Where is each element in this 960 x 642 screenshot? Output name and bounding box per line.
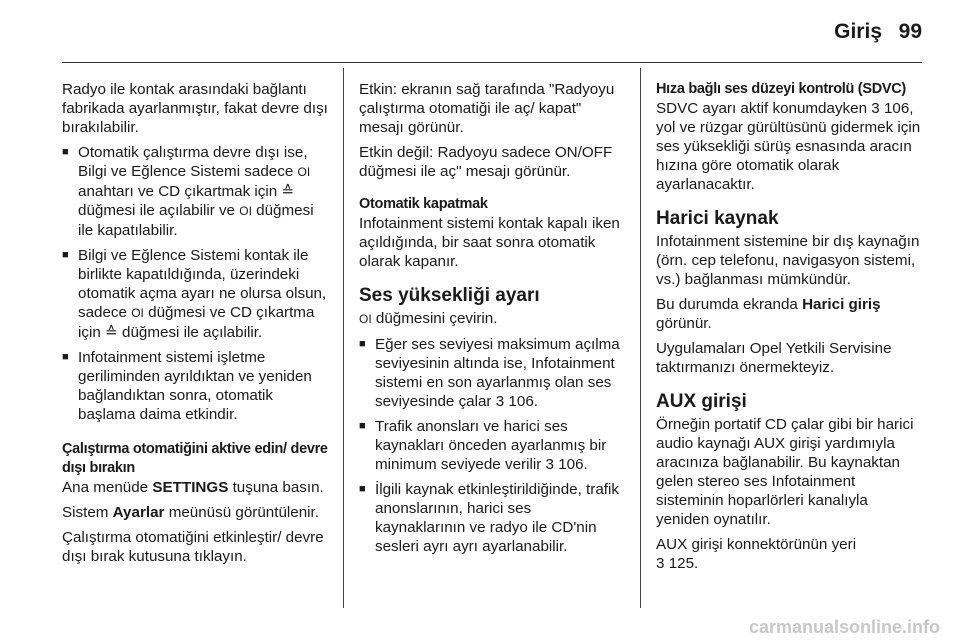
column-1	[62, 80, 330, 572]
power-knob-icon: OI	[239, 204, 252, 218]
page-number: 99	[898, 20, 922, 43]
list-item: ■ İlgili kaynak etkinleştirildiğinde, trafik anonslarının, harici ses kaynaklarının ve radyo ile CD'nin sesleri ayrı ayrı ayarlanabilir.	[359, 481, 619, 555]
subheading: Hıza bağlı ses düzeyi kontrolü (SDVC)	[656, 81, 906, 97]
list-item: ■ Otomatik çalıştırma devre dışı ise, Bilgi ve Eğlence Sistemi sadece OI anahtarı ve CD çıkartmak için ≙ düğmesi ile açılabilir ve OI düğmesi ile kapatılabilir.	[62, 144, 314, 239]
section-heading: Ses yüksekliği ayarı	[359, 285, 540, 306]
page-header	[0, 0, 960, 64]
menu-label: Ayarlar	[112, 504, 165, 521]
paragraph: OI düğmesini çevirin.	[359, 310, 498, 327]
bullet-square-icon: ■	[359, 483, 366, 495]
column-3	[656, 80, 924, 579]
power-knob-icon: OI	[131, 306, 144, 320]
eject-icon: ≙	[281, 183, 295, 200]
paragraph: SDVC ayarı aktif konumdayken 3 106, yol ve rüzgar gürültüsünü gidermek için ses yüksekliği sürüş esnasında aracın hızına göre otomatik olarak ayarlanacaktır.	[656, 100, 921, 193]
bullet-square-icon: ■	[359, 338, 366, 350]
page-reference-icon: 3	[871, 100, 880, 117]
paragraph: Sistem Ayarlar meünüsü görüntülenir.	[62, 504, 319, 521]
menu-key-label: SETTINGS	[152, 479, 229, 496]
column-2	[359, 80, 625, 562]
subheading: Otomatik kapatmak	[359, 196, 488, 212]
paragraph: Infotainment sistemine bir dış kaynağın (örn. cep telefonu, navigasyon sistemi, vs.) bağlanması mümkündür.	[656, 233, 920, 288]
header-rule	[62, 62, 922, 63]
power-knob-icon: OI	[297, 165, 311, 179]
page-reference-icon: 3	[495, 393, 505, 410]
display-label: Harici giriş	[802, 296, 881, 313]
bullet-square-icon: ■	[62, 249, 69, 261]
column-divider	[640, 68, 641, 608]
watermark: carmanualsonline.info	[748, 617, 940, 637]
list-item: ■ Infotainment sistemi işletme geriliminden ayrıldıktan ve yeniden bağlandıktan sonra, otomatik başlama daima etkindir.	[62, 349, 312, 423]
power-knob-icon: OI	[359, 312, 372, 326]
subheading: Çalıştırma otomatiğini aktive edin/ devre dışı bırakın	[62, 441, 328, 476]
paragraph: Etkin: ekranın sağ tarafında "Radyoyu çalıştırma otomatiği ile aç/ kapat" mesajı görünür.	[359, 81, 615, 136]
paragraph: Örneğin portatif CD çalar gibi bir harici audio kaynağı AUX girişi yardımıyla aracınıza bağlanabilir. Bu kaynaktan gelen stereo ses Infotainment sisteminin hoparlörleri kanalıyla yeniden oynatılır.	[656, 416, 914, 528]
list-item: ■ Bilgi ve Eğlence Sistemi kontak ile birlikte kapatıldığında, üzerindeki otomatik açma ayarı ne olursa olsun, sadece OI düğmesi ve CD çıkartma için ≙ düğmesi ile açılabilir.	[62, 247, 327, 341]
paragraph: Bu durumda ekranda Harici giriş görünür.	[656, 296, 881, 332]
paragraph: Radyo ile kontak arasındaki bağlantı fabrikada ayarlanmıştır, fakat devre dışı bırakılabilir.	[62, 81, 328, 136]
paragraph: Çalıştırma otomatiğini etkinleştir/ devre dışı bırak kutusuna tıklayın.	[62, 529, 324, 565]
column-divider	[343, 68, 344, 608]
section-heading: Harici kaynak	[656, 208, 779, 229]
list-item: ■ Trafik anonsları ve harici ses kaynakları önceden ayarlanmış bir minimum seviyede verilir 3 106.	[359, 418, 607, 473]
page-reference-icon: 3	[656, 555, 665, 572]
page-reference-icon: 3	[545, 456, 554, 473]
paragraph: Uygulamaları Opel Yetkili Servisine taktırmanızı önermekteyiz.	[656, 340, 892, 376]
page-title: Giriş	[834, 20, 882, 43]
bullet-square-icon: ■	[62, 351, 69, 363]
paragraph: Infotainment sistemi kontak kapalı iken açıldığında, bir saat sonra otomatik olarak kapanır.	[359, 215, 620, 270]
section-heading: AUX girişi	[656, 391, 747, 412]
paragraph: Etkin değil: Radyoyu sadece ON/OFF düğmesi ile aç" mesajı görünür.	[359, 144, 613, 180]
list-item: ■ Eğer ses seviyesi maksimum açılma seviyesinin altında ise, Infotainment sistemi en son ayarlanmış olan ses seviyesinde çalar 3 106.	[359, 336, 620, 410]
bullet-square-icon: ■	[62, 146, 69, 158]
paragraph: Ana menüde SETTINGS tuşuna basın.	[62, 479, 324, 496]
bullet-square-icon: ■	[359, 420, 366, 432]
eject-icon: ≙	[105, 324, 118, 341]
paragraph: AUX girişi konnektörünün yeri 3 125.	[656, 536, 857, 572]
